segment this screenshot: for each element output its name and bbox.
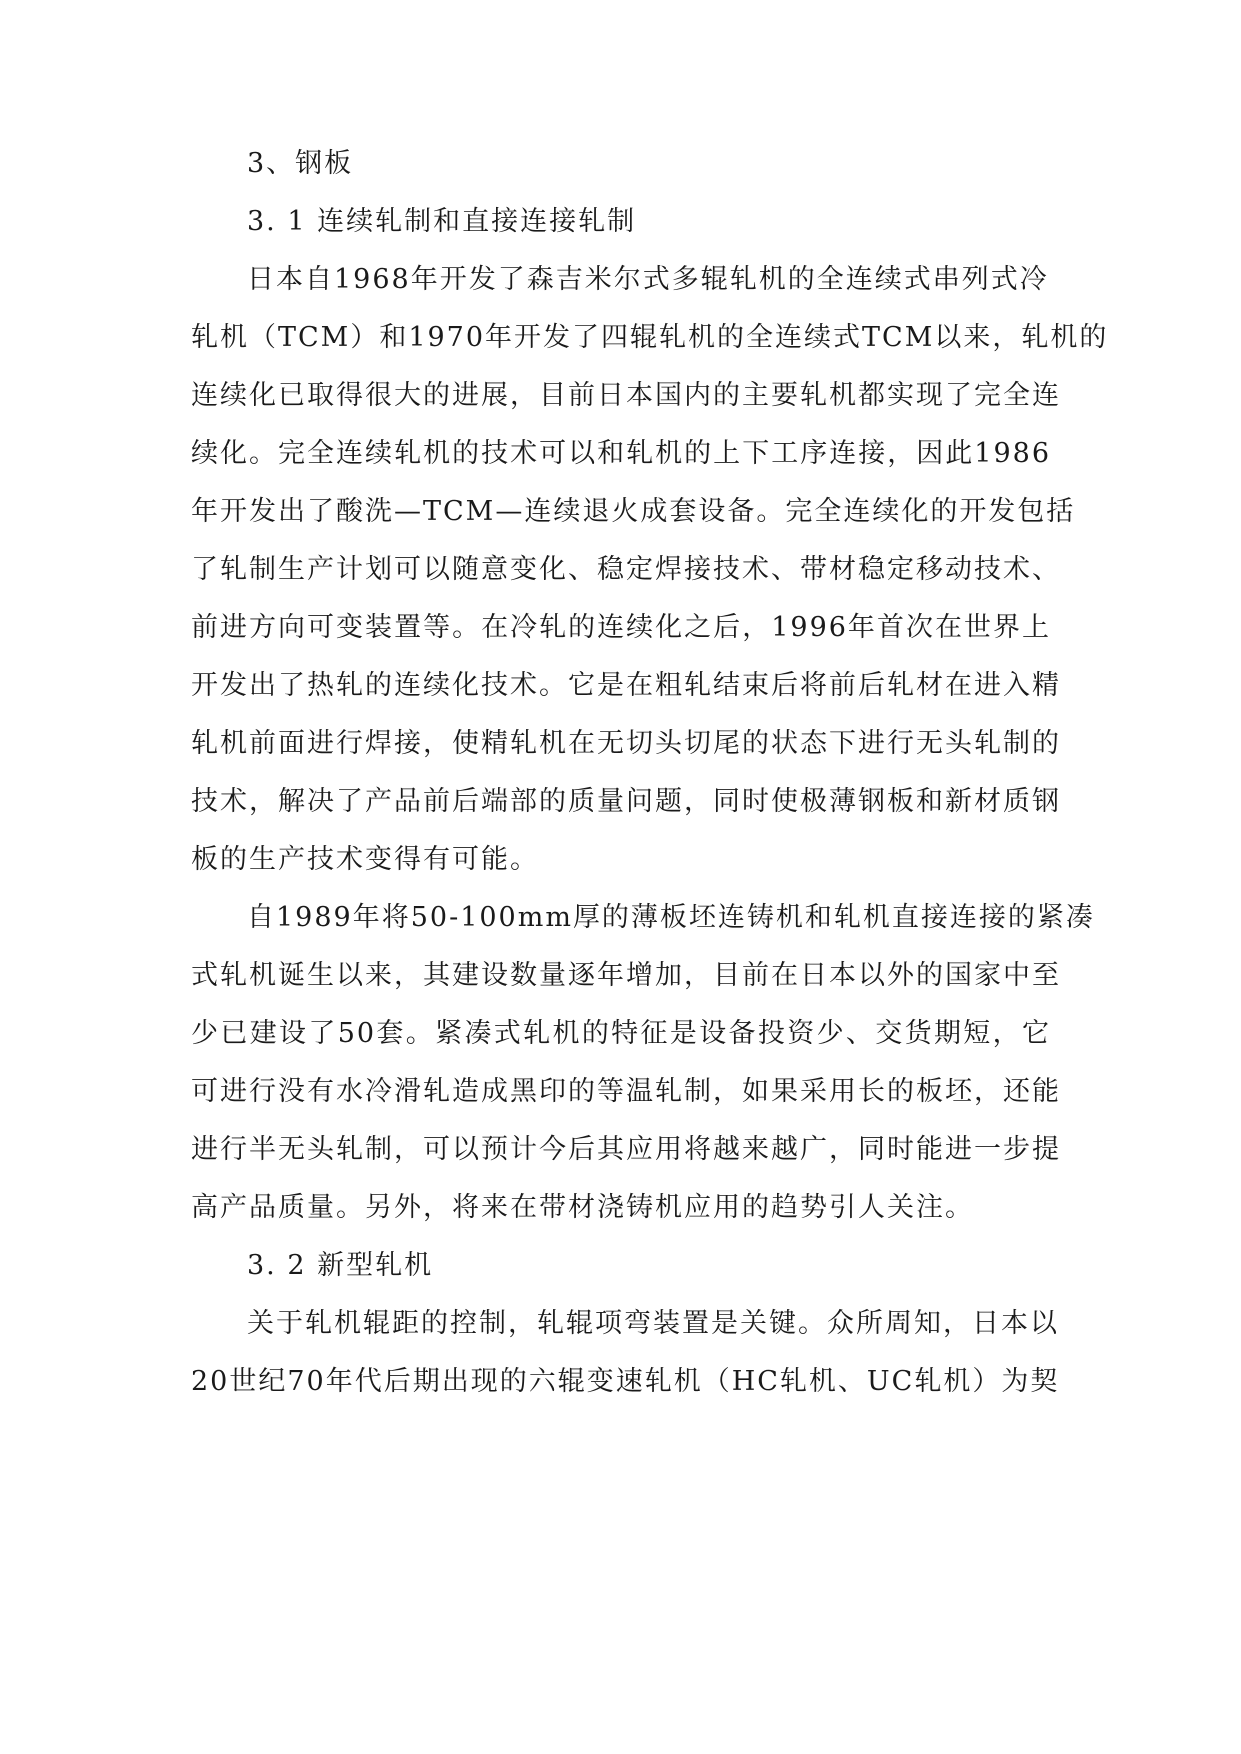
paragraph-line: 高产品质量。另外，将来在带材浇铸机应用的趋势引人关注。 xyxy=(191,1192,974,1223)
paragraph-line: 自1989年将50-100mm厚的薄板坯连铸机和轧机直接连接的紧凑 xyxy=(247,902,1095,933)
paragraph-line: 开发出了热轧的连续化技术。它是在粗轧结束后将前后轧材在进入精 xyxy=(191,670,1061,701)
paragraph-line: 进行半无头轧制，可以预计今后其应用将越来越广，同时能进一步提 xyxy=(191,1134,1061,1165)
paragraph-line: 20世纪70年代后期出现的六辊变速轧机（HC轧机、UC轧机）为契 xyxy=(191,1366,1060,1397)
paragraph-line: 技术，解决了产品前后端部的质量问题，同时使极薄钢板和新材质钢 xyxy=(191,786,1061,817)
paragraph-line: 可进行没有水冷滑轧造成黑印的等温轧制，如果采用长的板坯，还能 xyxy=(191,1076,1061,1107)
paragraph-line: 轧机（TCM）和1970年开发了四辊轧机的全连续式TCM以来，轧机的 xyxy=(191,322,1109,353)
paragraph-line: 了轧制生产计划可以随意变化、稳定焊接技术、带材稳定移动技术、 xyxy=(191,554,1061,585)
paragraph-line: 板的生产技术变得有可能。 xyxy=(191,844,539,875)
section-heading-3: 3、钢板 xyxy=(247,148,354,179)
paragraph-line: 少已建设了50套。紧凑式轧机的特征是设备投资少、交货期短，它 xyxy=(191,1018,1051,1049)
subsection-heading-3-2: 3. 2 新型轧机 xyxy=(247,1250,434,1281)
paragraph-line: 式轧机诞生以来，其建设数量逐年增加，目前在日本以外的国家中至 xyxy=(191,960,1061,991)
paragraph-line: 关于轧机辊距的控制，轧辊项弯装置是关键。众所周知，日本以 xyxy=(247,1308,1059,1339)
paragraph-line: 连续化已取得很大的进展，目前日本国内的主要轧机都实现了完全连 xyxy=(191,380,1061,411)
paragraph-line: 轧机前面进行焊接，使精轧机在无切头切尾的状态下进行无头轧制的 xyxy=(191,728,1061,759)
paragraph-line: 前进方向可变装置等。在冷轧的连续化之后，1996年首次在世界上 xyxy=(191,612,1051,643)
paragraph-line: 续化。完全连续轧机的技术可以和轧机的上下工序连接，因此1986 xyxy=(191,438,1051,469)
subsection-heading-3-1: 3. 1 连续轧制和直接连接轧制 xyxy=(247,206,637,237)
paragraph-line: 年开发出了酸洗—TCM—连续退火成套设备。完全连续化的开发包括 xyxy=(191,496,1076,527)
paragraph-line: 日本自1968年开发了森吉米尔式多辊轧机的全连续式串列式冷 xyxy=(247,264,1049,295)
